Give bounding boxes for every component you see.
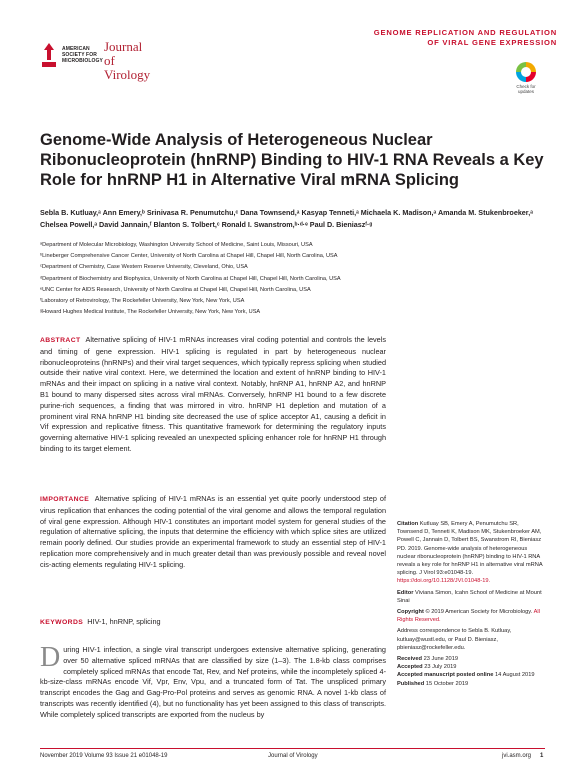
section-line1: GENOME REPLICATION AND REGULATION [373,28,557,37]
citation-label: Citation [397,521,419,527]
drop-cap: D [40,642,61,673]
section-line2: OF VIRAL GENE EXPRESSION [427,38,557,47]
check-updates-label: Check for updates [516,84,536,94]
citation [397,520,545,586]
received-date: 23 June 2019 [423,656,459,663]
page-footer [40,748,545,759]
crossmark-icon [516,62,536,82]
received-label: Received [397,656,422,663]
abstract [40,335,386,455]
affiliation: ᵉUNC Center for AIDS Research, University of North Carolina at Chapel Hill, Chapel Hill, North Carolina, USA [40,286,311,293]
doi-link[interactable]: https://doi.org/10.1128/JVI.01048-19. [397,578,491,585]
keywords [40,617,386,628]
affiliation: ᵃDepartment of Molecular Microbiology, Washington University School of Medicine, Saint Louis, Missouri, USA [40,242,313,248]
editor-label: Editor [397,589,414,596]
received [397,655,545,663]
copyright-text: © 2019 American Society for Microbiology. [425,609,533,616]
accepted-date: 23 July 2019 [424,664,457,671]
affiliation: ᶠLaboratory of Retrovirology, The Rockefeller University, New York, New York, USA [40,298,245,305]
published [397,680,545,688]
rights-link[interactable]: All Rights Reserved. [397,609,540,624]
published-label: Published [397,680,425,687]
affiliation: ᵇLineberger Comprehensive Cancer Center, University of North Carolina at Chapel Hill, Chapel Hill, North Carolina, USA [40,253,338,260]
keywords-text: HIV-1, hnRNP, splicing [87,617,161,626]
keywords-heading: KEYWORDS [40,619,84,626]
author-list: Sebla B. Kutluay,ᵃ Ann Emery,ᵇ Srinivasa R. Penumutchu,ᶜ Dana Townsend,ᵃ Kasyap Tenneti,ᵃ Michaela K. Madison,ᵃ Amanda M. Stukenbroeker,ᵃ Chelsea Powell,ᵃ David Jannain,ᶠ Blanton S. Tolbert,ᶜ Ronald I. Swanstrom,ᵇ·ᵈ·ᵉ Paul D. Bieniaszᶠ·ᵍ [40,208,533,229]
manuscript-online [397,671,545,679]
journal-line2: Virology [104,67,151,82]
abstract-text: Alternative splicing of HIV-1 mRNAs increases viral coding potential and controls the levels and timing of gene expression. HIV-1 splicing is regulated in part by heterogeneous nuclear ribonucleoproteins (hnRNPs) and their viral target sequences, which typically repress splicing when studied outside their native viral context. Here, we determined the location and extent of hnRNP binding to HIV-1 mRNAs and their impact on splicing in a native viral context. Notably, hnRNP A1, hnRNP A2, and hnRNP B1 bound to many dispersed sites across viral mRNAs. Conversely, hnRNP H1 bound to a few discrete purine-rich sequences, a finding that was mirrored in vitro. hnRNP H1 depletion and mutation of a prominent viral RNA hnRNP H1 binding site decreased the use of splice acceptor A1, causing a deficit in Vif expression and replicative fitness. This quantitative framework for determining the regulatory inputs governing alternative HIV-1 splicing revealed an unexpected splicing enhancer role for hnRNP H1 through binding to its target element. [40,335,387,453]
asm-logo-icon [40,42,58,68]
article-title: Genome-Wide Analysis of Heterogeneous Nuclear Ribonucleoprotein (hnRNP) Binding to HIV-1 RNA Reveals a Key Role for hnRNP H1 in Alternative Viral mRNA Splicing [40,131,544,189]
section-label [374,28,557,48]
published-date: 15 October 2019 [425,680,469,687]
importance-text: Alternative splicing of HIV-1 mRNAs is an essential yet quite poorly understood step of virus replication that enhances the coding potential of the viral genome and allows the temporal regulation of viral gene expression. Although HIV-1 constitutes an important model system for general studies of the regulation of alternative splicing, the inputs that determine the efficiency with which splice sites are utilized remain poorly defined. Our studies provide an experimental framework to study an essential step of HIV-1 replication more comprehensively and in much greater detail than was previously possible and reveal novel cis-acting elements regulating HIV-1 splicing. [40,494,387,569]
correspondence: Address correspondence to Sebla B. Kutluay, kutluay@wustl.edu, or Paul D. Bieniasz, pbieniasz@rockefeller.edu. [397,628,512,651]
importance-heading: IMPORTANCE [40,496,90,503]
check-for-updates-badge[interactable] [511,62,541,98]
copyright [397,608,545,624]
manuscript-label: Accepted manuscript posted online [397,672,494,679]
article-info-sidebar [397,520,545,688]
affiliation: ᵍHoward Hughes Medical Institute, The Rockefeller University, New York, New York, USA [40,309,261,316]
journal-logo [40,39,151,82]
journal-name [104,40,150,82]
asm-text: AMERICAN SOCIETY FOR MICROBIOLOGY [62,46,103,64]
journal-site-link[interactable]: jvi.asm.org [502,753,532,759]
body-text [40,642,386,721]
issue-info: November 2019 Volume 93 Issue 21 e01048-19 [40,753,168,759]
editor-text: Viviana Simon, Icahn School of Medicine at Mount Sinai [397,589,542,604]
accepted [397,663,545,671]
affiliation: ᶜDepartment of Chemistry, Case Western Reserve University, Cleveland, Ohio, USA [40,264,248,271]
copyright-label: Copyright [397,609,424,616]
footer-journal: Journal of Virology [268,753,318,759]
importance [40,494,386,571]
journal-line1: Journal of [104,39,143,68]
body-paragraph: uring HIV-1 infection, a single viral transcript undergoes extensive alternative splicing, generating over 50 alternative spliced mRNAs that are classified by size (1–3). The 1.8-kb class comprises completely spliced mRNAs that encode Tat, Rev, and Nef proteins, while the incompletely spliced 4-kb-size-class mRNAs encode Vif, Vpr, Env, Vpu, and a truncated form of Tat. The unspliced primary transcript encodes the Gag and Gag-Pro-Pol proteins and serves as genomic RNA. A novel 1-kb class of transcripts was recently identified (4), but no functionality has yet been assigned to this class of transcripts. While completely spliced transcripts are exported from the nucleus by [40,645,386,719]
accepted-label: Accepted [397,664,423,671]
manuscript-date: 14 August 2019 [494,672,535,679]
page-number: 1 [540,753,544,759]
affiliation: ᵈDepartment of Biochemistry and Biophysics, University of North Carolina at Chapel Hill, Chapel Hill, North Carolina, USA [40,275,341,282]
editor [397,589,545,605]
abstract-heading: ABSTRACT [40,337,81,344]
citation-text: Kutluay SB, Emery A, Penumutchu SR, Townsend D, Tenneti K, Madison MK, Stukenbroeker AM, Powell C, Jannain D, Tolbert BS, Swanstrom RI, Bieniasz PD. 2019. Genome-wide analysis of heterogeneous nuclear ribonucleoprotein (hnRNP) binding to HIV-1 RNA reveals a key role for hnRNP H1 in alternative viral mRNA splicing. J Virol 93:e01048-19. [397,521,543,577]
affiliations [40,240,560,318]
